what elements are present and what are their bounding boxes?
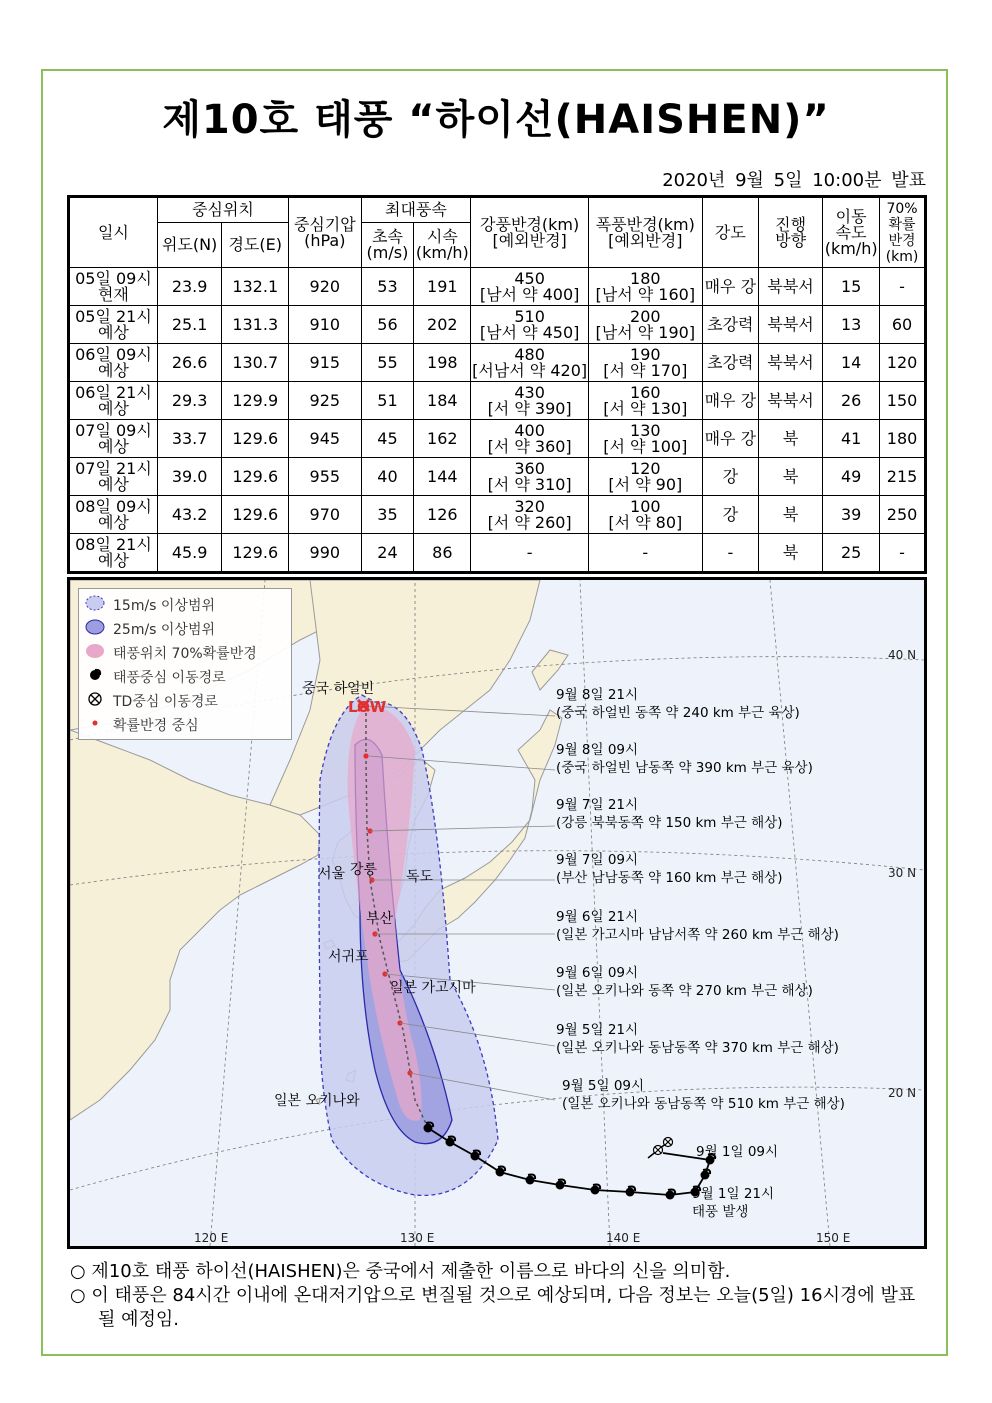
lat-40: 40 N [888, 648, 917, 662]
header-prob-radius: 70% 확률 반경 (km) [880, 197, 926, 268]
header-maxwind: 최대풍속 [361, 197, 471, 223]
cell-prob: - [880, 268, 926, 306]
cell-storm: 200 [남서 약 190] [588, 306, 702, 344]
cell-lon: 131.3 [222, 306, 289, 344]
header-pressure: 중심기압 (hPa) [289, 197, 361, 268]
note-1: ○ 제10호 태풍 하이선(HAISHEN)은 중국에서 제출한 이름으로 바다의 신을 의미함. [70, 1261, 731, 1282]
header-lat: 위도(N) [157, 223, 222, 268]
place-harbin: 중국 하얼빈 [302, 681, 375, 697]
cell-prob: 150 [880, 382, 926, 420]
cell-ms: 35 [361, 496, 414, 534]
annotation-0908-21: 9월 8일 21시 (중국 하얼빈 동쪽 약 240 km 부근 육상) [556, 687, 800, 721]
header-lon: 경도(E) [222, 223, 289, 268]
table-row [69, 534, 926, 573]
cell-gale: 430 [서 약 390] [471, 382, 589, 420]
cell-ms: 40 [361, 458, 414, 496]
cell-prob: 215 [880, 458, 926, 496]
lat-30: 30 N [888, 866, 917, 880]
cell-int: 강 [702, 458, 758, 496]
cell-p: 945 [289, 420, 361, 458]
cell-spd: 13 [823, 306, 880, 344]
header-speed: 이동 속도 (km/h) [823, 197, 880, 268]
cell-gale: 320 [서 약 260] [471, 496, 589, 534]
cell-int: 초강력 [702, 344, 758, 382]
place-dokdo: 독도 [406, 869, 434, 885]
cell-ms: 56 [361, 306, 414, 344]
table-row [69, 268, 926, 306]
cell-kmh: 162 [414, 420, 471, 458]
cell-p: 925 [289, 382, 361, 420]
cell-kmh: 202 [414, 306, 471, 344]
legend-prob70: 태풍위치 70%확률반경 [85, 643, 257, 663]
header-center: 중심위치 [157, 197, 288, 223]
cell-spd: 25 [823, 534, 880, 573]
annotation-0901-09: 9월 1일 09시 [696, 1144, 779, 1160]
map-legend [78, 588, 292, 740]
cell-dir: 북 [758, 534, 822, 573]
cell-lat: 25.1 [157, 306, 222, 344]
cell-gale: 450 [남서 약 400] [471, 268, 589, 306]
cell-int: 매우 강 [702, 268, 758, 306]
header-kmh: 시속 (km/h) [414, 223, 471, 268]
header-time: 일시 [69, 197, 158, 268]
cell-spd: 41 [823, 420, 880, 458]
cell-kmh: 144 [414, 458, 471, 496]
header-storm-radius: 폭풍반경(km) [예외반경] [588, 197, 702, 268]
cell-prob: - [880, 534, 926, 573]
cell-p: 970 [289, 496, 361, 534]
cell-kmh: 86 [414, 534, 471, 573]
cell-int: 매우 강 [702, 382, 758, 420]
table-row [69, 420, 926, 458]
cell-lat: 45.9 [157, 534, 222, 573]
cell-lon: 129.6 [222, 420, 289, 458]
cell-spd: 39 [823, 496, 880, 534]
annotation-0906-09: 9월 6일 09시 (일본 오키나와 동쪽 약 270 km 부근 해상) [556, 965, 813, 999]
cell-time: 05일 09시 현재 [69, 268, 158, 306]
place-seogwipo: 서귀포 [328, 949, 369, 965]
cell-spd: 49 [823, 458, 880, 496]
legend-15ms: 15m/s 이상범위 [85, 595, 215, 615]
cell-lon: 129.6 [222, 496, 289, 534]
cell-time: 07일 09시 예상 [69, 420, 158, 458]
prob-center-dot [363, 753, 368, 758]
td-position-icon [654, 1146, 663, 1155]
forecast-table-body [69, 268, 926, 573]
notes [70, 1260, 930, 1332]
cell-int: 초강력 [702, 306, 758, 344]
cell-time: 08일 09시 예상 [69, 496, 158, 534]
place-seoul: 서울 [318, 866, 346, 882]
cell-p: 915 [289, 344, 361, 382]
lat-20: 20 N [888, 1086, 917, 1100]
annotation-0901-21: 9월 1일 21시 태풍 발생 [692, 1186, 775, 1220]
cell-ms: 55 [361, 344, 414, 382]
header-direction: 진행 방향 [758, 197, 822, 268]
cell-prob: 60 [880, 306, 926, 344]
cell-gale: - [471, 534, 589, 573]
cell-storm: 180 [남서 약 160] [588, 268, 702, 306]
lon-140: 140 E [606, 1231, 641, 1245]
cell-gale: 510 [남서 약 450] [471, 306, 589, 344]
annotation-0907-09: 9월 7일 09시 (부산 남남동쪽 약 160 km 부근 해상) [556, 852, 783, 886]
cell-ms: 45 [361, 420, 414, 458]
cell-prob: 120 [880, 344, 926, 382]
cell-time: 07일 21시 예상 [69, 458, 158, 496]
cell-dir: 북북서 [758, 306, 822, 344]
cell-dir: 북북서 [758, 344, 822, 382]
header-ms: 초속 (m/s) [361, 223, 414, 268]
table-row [69, 306, 926, 344]
cell-storm: 130 [서 약 100] [588, 420, 702, 458]
cell-storm: 160 [서 약 130] [588, 382, 702, 420]
cell-spd: 26 [823, 382, 880, 420]
place-okinawa: 일본 오키나와 [274, 1093, 360, 1109]
cell-p: 990 [289, 534, 361, 573]
table-row [69, 496, 926, 534]
table-row [69, 382, 926, 420]
cell-int: 강 [702, 496, 758, 534]
cell-spd: 14 [823, 344, 880, 382]
cell-lon: 132.1 [222, 268, 289, 306]
table-row [69, 344, 926, 382]
lon-130: 130 E [400, 1231, 435, 1245]
cell-gale: 360 [서 약 310] [471, 458, 589, 496]
cell-dir: 북북서 [758, 382, 822, 420]
place-busan: 부산 [366, 911, 394, 927]
legend-typhoon-track: 태풍중심 이동경로 [85, 667, 226, 687]
cell-prob: 250 [880, 496, 926, 534]
low-label: LOW [348, 698, 387, 716]
cell-dir: 북 [758, 420, 822, 458]
cell-storm: 120 [서 약 90] [588, 458, 702, 496]
cell-gale: 480 [서남서 약 420] [472, 344, 588, 380]
cell-time: 05일 21시 예상 [69, 306, 158, 344]
cell-kmh: 126 [414, 496, 471, 534]
cell-p: 955 [289, 458, 361, 496]
note-2: ○ 이 태풍은 84시간 이내에 온대저기압으로 변질될 것으로 예상되며, 다음 정보는 오늘(5일) 16시경에 발표될 예정임. [70, 1285, 916, 1330]
td-position-icon [664, 1138, 673, 1147]
track-map [67, 577, 927, 1249]
legend-25ms: 25m/s 이상범위 [85, 619, 215, 639]
cell-dir: 북 [758, 496, 822, 534]
place-kagoshima: 일본 가고시마 [390, 980, 476, 996]
cell-lat: 33.7 [157, 420, 222, 458]
cell-gale: 400 [서 약 360] [471, 420, 589, 458]
cell-kmh: 198 [414, 344, 471, 382]
cell-time: 06일 09시 예상 [69, 344, 158, 382]
cell-dir: 북 [758, 458, 822, 496]
cell-lon: 129.6 [222, 534, 289, 573]
cell-prob: 180 [880, 420, 926, 458]
annotation-0906-21: 9월 6일 21시 (일본 가고시마 남남서쪽 약 260 km 부근 해상) [556, 909, 839, 943]
cell-ms: 24 [361, 534, 414, 573]
cell-int: 매우 강 [702, 420, 758, 458]
cell-ms: 53 [361, 268, 414, 306]
table-row [69, 458, 926, 496]
issued-time: 2020년 9월 5일 10:00분 발표 [662, 170, 926, 191]
cell-spd: 15 [823, 268, 880, 306]
cell-int: - [702, 534, 758, 573]
cell-lat: 39.0 [157, 458, 222, 496]
cell-storm: 190 [서 약 170] [588, 344, 702, 382]
annotation-0905-21: 9월 5일 21시 (일본 오키나와 동남동쪽 약 370 km 부근 해상) [556, 1022, 839, 1056]
cell-lat: 23.9 [157, 268, 222, 306]
annotation-0905-09: 9월 5일 09시 (일본 오키나와 동남동쪽 약 510 km 부근 해상) [562, 1078, 845, 1112]
legend-td-track: TD중심 이동경로 [85, 691, 218, 711]
forecast-table [67, 195, 927, 574]
lon-120: 120 E [194, 1231, 229, 1245]
lon-150: 150 E [816, 1231, 851, 1245]
cell-lat: 43.2 [157, 496, 222, 534]
cell-storm: - [588, 534, 702, 573]
place-gangneung: 강릉 [350, 862, 378, 878]
cell-kmh: 184 [414, 382, 471, 420]
cell-lat: 29.3 [157, 382, 222, 420]
cell-lon: 130.7 [222, 344, 289, 382]
cell-p: 920 [289, 268, 361, 306]
cell-lat: 26.6 [157, 344, 222, 382]
cell-p: 910 [289, 306, 361, 344]
annotation-0908-09: 9월 8일 09시 (중국 하얼빈 남동쪽 약 390 km 부근 육상) [556, 742, 813, 776]
cell-time: 06일 21시 예상 [69, 382, 158, 420]
cell-lon: 129.6 [222, 458, 289, 496]
header-gale-radius: 강풍반경(km) [예외반경] [471, 197, 589, 268]
annotation-0907-21: 9월 7일 21시 (강릉 북북동쪽 약 150 km 부근 해상) [556, 797, 783, 831]
header-intensity: 강도 [702, 197, 758, 268]
cell-storm: 100 [서 약 80] [588, 496, 702, 534]
cell-dir: 북북서 [758, 268, 822, 306]
page-title: 제10호 태풍 “하이선(HAISHEN)” [162, 97, 830, 143]
legend-prob-center: 확률반경 중심 [85, 715, 199, 735]
cell-time: 08일 21시 예상 [69, 534, 158, 573]
cell-kmh: 191 [414, 268, 471, 306]
cell-lon: 129.9 [222, 382, 289, 420]
cell-ms: 51 [361, 382, 414, 420]
